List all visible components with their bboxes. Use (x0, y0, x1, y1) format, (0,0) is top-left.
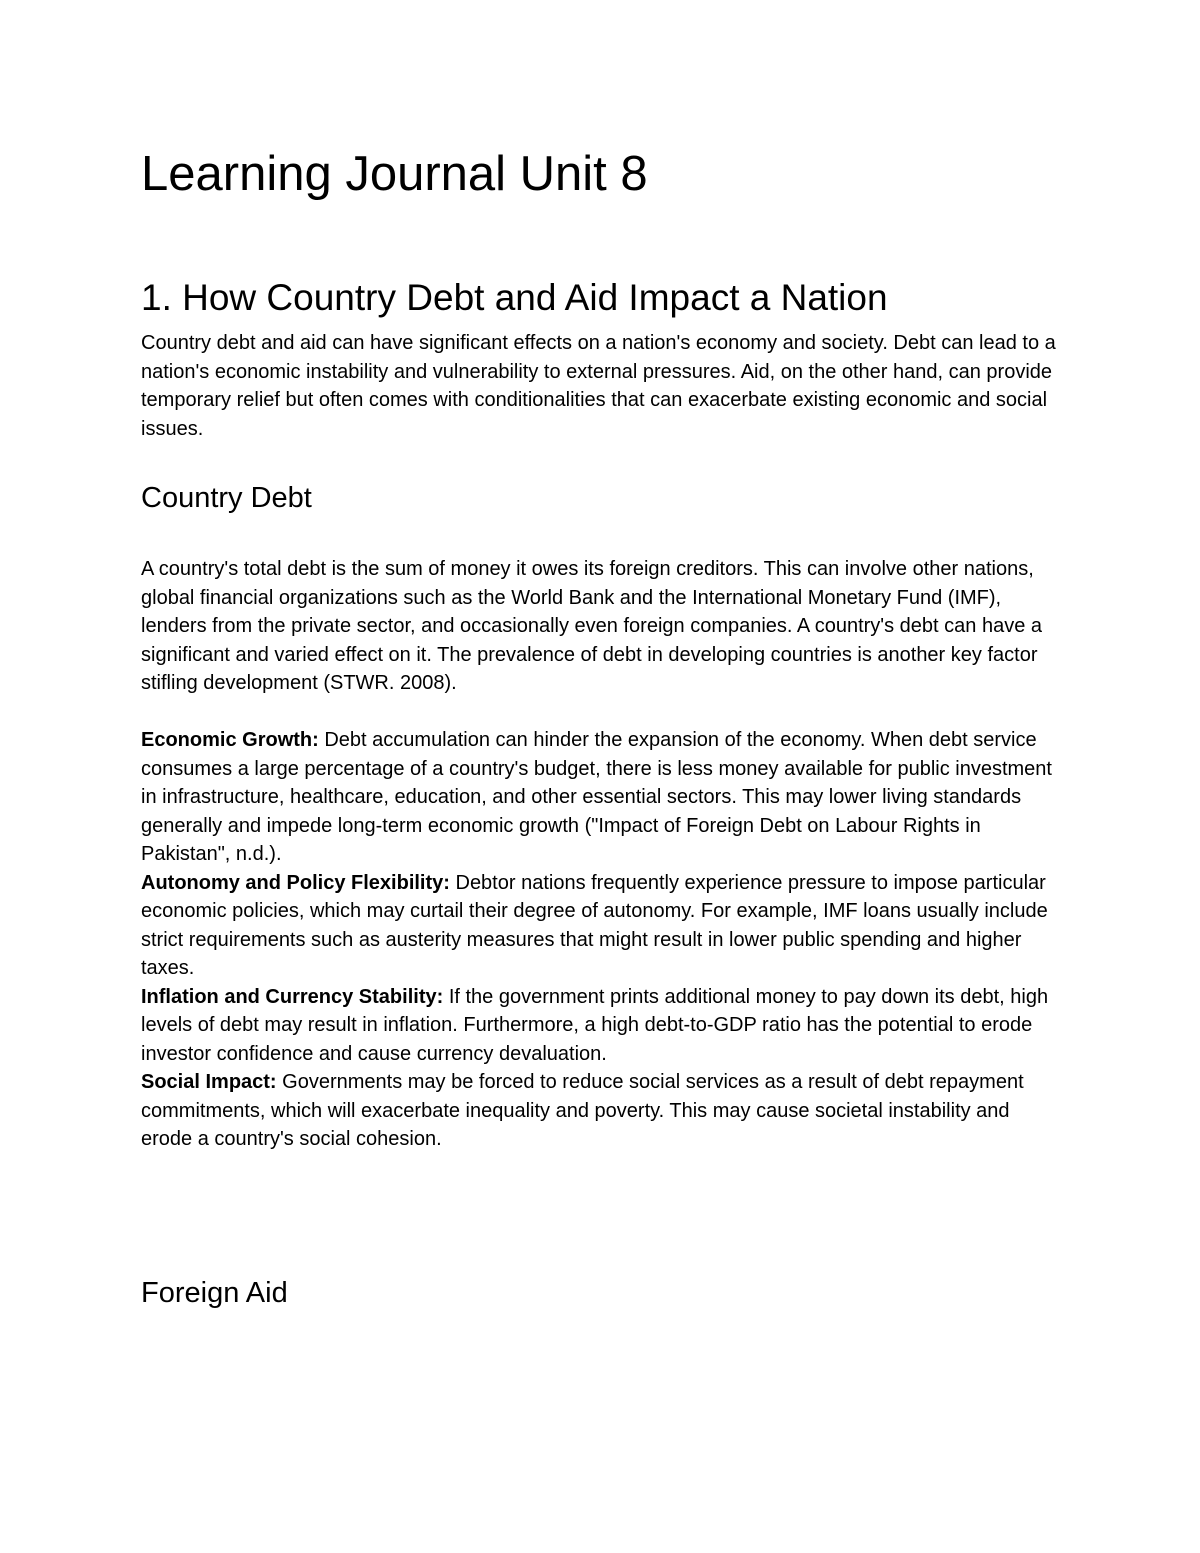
section-heading-debt-and-aid: 1. How Country Debt and Aid Impact a Nation (141, 277, 888, 318)
intro-paragraph: Country debt and aid can have significant effects on a nation's economy and society. Debt can lead to a nation's economic instability and vulnerability to external pressures. Aid, on the other hand, can provide temporary relief but often comes with conditionalities that can exacerbate existing economic and social issues. (141, 332, 1056, 440)
point-text: Debtor nations frequently experience pressure to impose particular economic policies, which may curtail their degree of autonomy. For example, IMF loans usually include strict requirements such as austerity measures that might result in lower public spending and higher taxes. (141, 871, 1048, 979)
point-label: Social Impact: (141, 1071, 277, 1093)
page-title: Learning Journal Unit 8 (141, 147, 648, 201)
point-label: Inflation and Currency Stability: (141, 985, 444, 1008)
point-inflation (141, 983, 1061, 1069)
point-autonomy (141, 869, 1061, 983)
country-debt-paragraph: A country's total debt is the sum of money it owes its foreign creditors. This can involve other nations, global financial organizations such as the World Bank and the International Monetary Fund (IMF), lenders from the private sector, and occasionally even foreign companies. A country's debt can have a significant and varied effect on it. The prevalence of debt in developing countries is another key factor stifling development (STWR. 2008). (141, 558, 1043, 694)
point-text: Governments may be forced to reduce social services as a result of debt repayment commitments, which will exacerbate inequality and poverty. This may cause societal instability and erode a country's social cohesion. (141, 1071, 1024, 1150)
point-label: Autonomy and Policy Flexibility: (141, 871, 450, 894)
subheading-country-debt: Country Debt (141, 482, 312, 514)
point-social-impact (141, 1068, 1061, 1154)
point-label: Economic Growth: (141, 729, 319, 751)
point-text: If the government prints additional money to pay down its debt, high levels of debt may result in inflation. Furthermore, a high debt-to-GDP ratio has the potential to erode investor confidence and cause currency devaluation. (141, 985, 1049, 1065)
point-text: Debt accumulation can hinder the expansion of the economy. When debt service consumes a large percentage of a country's budget, there is less money available for public investment in infrastructure, healthcare, education, and other essential sectors. This may lower living standards generally and impede long-term economic growth ("Impact of Foreign Debt on Labour Rights in Pakistan", n.d.). (141, 729, 1052, 865)
debt-effects-list (141, 726, 1061, 1154)
subheading-foreign-aid: Foreign Aid (141, 1277, 288, 1309)
point-economic-growth (141, 726, 1061, 869)
